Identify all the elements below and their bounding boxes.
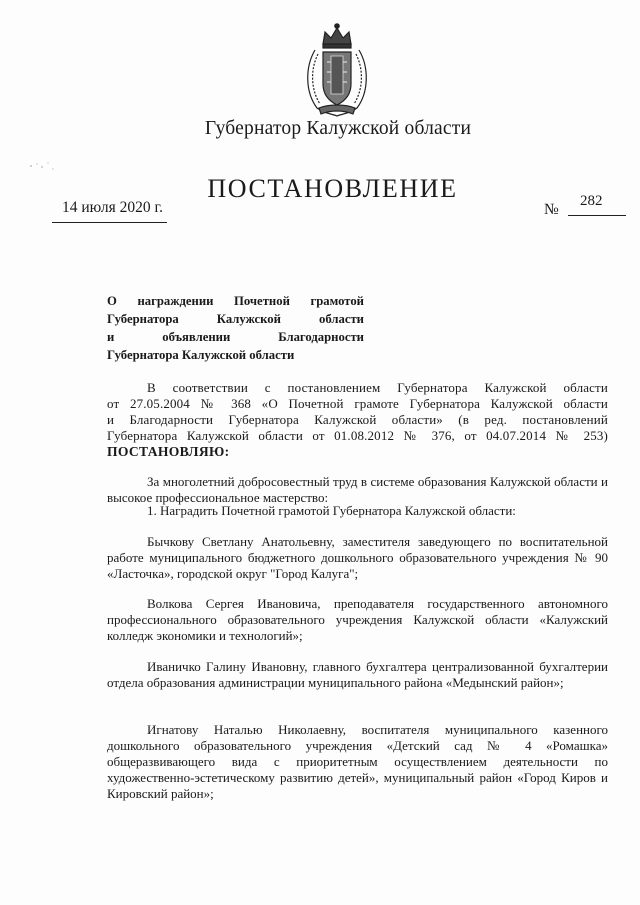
decree-word: ПОСТАНОВЛЯЮ: xyxy=(107,444,230,459)
document-number-label: № xyxy=(544,201,559,218)
document-subject xyxy=(107,292,364,364)
awardee-paragraph: Бычкову Светлану Анатольевну, заместителя заведующего по воспитательной работе муниципального бюджетного дошкольного образовательного учреждения № 90 «Ласточка», городской округ "Город Калуга"; xyxy=(107,534,608,581)
subject-line: и объявлении Благодарности xyxy=(107,330,364,344)
issuing-authority: Губернатор Калужской области xyxy=(204,118,472,139)
awardee-paragraph: Иваничко Галину Ивановну, главного бухгалтера централизованной бухгалтерии отдела образования администрации муниципального района «Медынский район»; xyxy=(107,659,608,690)
document-type-title: ПОСТАНОВЛЕНИЕ xyxy=(207,174,458,203)
subject-line: Губернатора Калужской области xyxy=(107,312,364,326)
preamble-line: В соответствии с постановлением Губернатора Калужской области xyxy=(147,380,608,395)
kaluga-coat-of-arms-icon xyxy=(303,22,371,118)
date-underline xyxy=(52,222,167,223)
preamble xyxy=(107,380,608,460)
number-underline xyxy=(568,215,626,216)
awardee-paragraph: Игнатову Наталью Николаевну, воспитателя муниципального казенного дошкольного образовательного учреждения «Детский сад № 4 «Ромашка» общеразвивающего вида с приоритетным осуществлением деятельности по художественно-эстетическому развитию детей», муниципальный район «Город Киров и Кировский район»; xyxy=(107,722,608,801)
subject-line: О награждении Почетной грамотой xyxy=(107,294,364,308)
preamble-line: и Благодарности Губернатора Калужской области» (в ред. постановлений xyxy=(107,412,608,427)
preamble-line: Губернатора Калужской области от 01.08.2012 № 376, от 04.07.2014 № 253) xyxy=(107,428,608,443)
document-date: 14 июля 2020 г. xyxy=(62,199,163,216)
document-number-value: 282 xyxy=(580,193,603,209)
preamble-line: от 27.05.2004 № 368 «О Почетной грамоте Губернатора Калужской области xyxy=(107,396,608,411)
item-1: 1. Наградить Почетной грамотой Губернатора Калужской области: xyxy=(147,503,516,518)
subject-line: Губернатора Калужской области xyxy=(107,348,295,362)
scan-specks xyxy=(28,160,58,174)
awardee-paragraph: Волкова Сергея Ивановича, преподавателя государственного автономного профессионального образовательного учреждения Калужской области «Калужский колледж экономики и технологий»; xyxy=(107,596,608,643)
award-reason: За многолетний добросовестный труд в системе образования Калужской области и высокое профессиональное мастерство: xyxy=(107,474,608,505)
